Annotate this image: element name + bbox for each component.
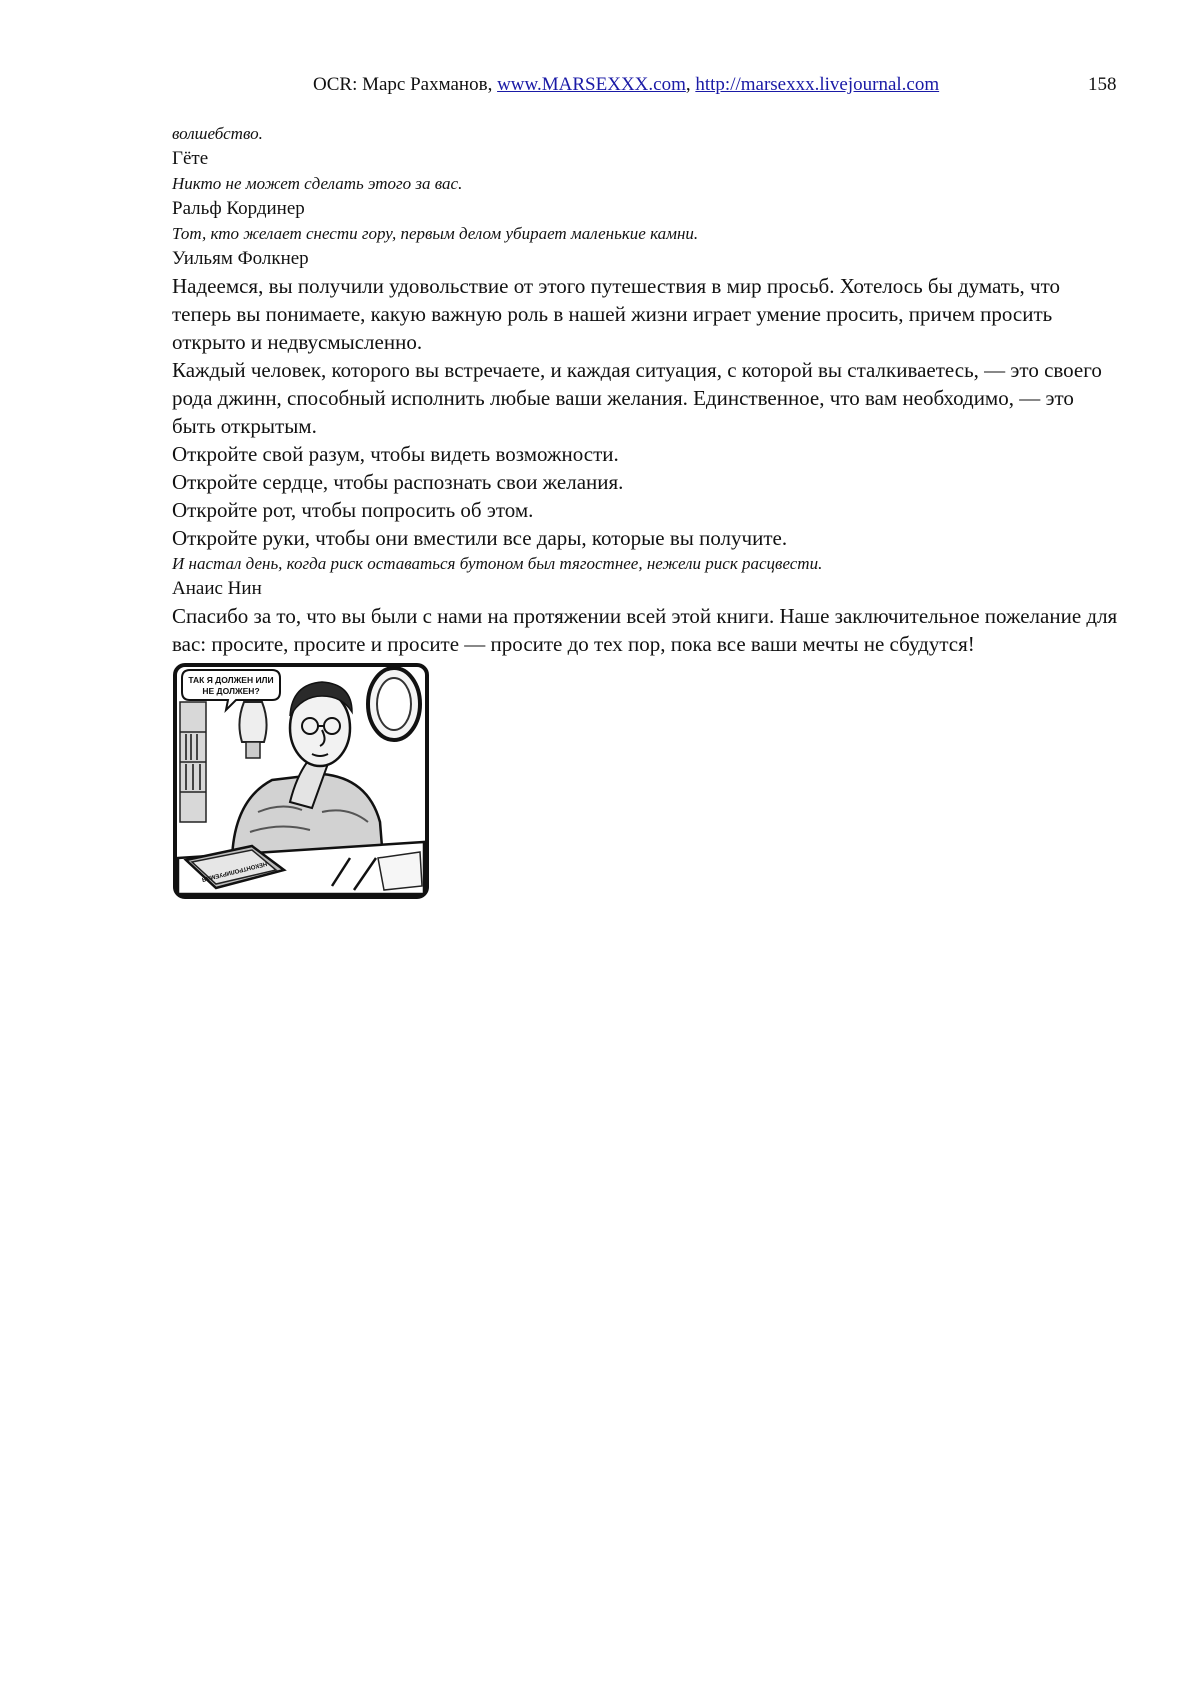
paragraph-genie: Каждый человек, которого вы встречаете, и каждая ситуация, с которой вы сталкиваетесь, — это своего рода джинн, способный исполнить любые ваши желания. Единственное, что вам необходимо, — это быть открытым. (172, 358, 1102, 438)
quote-author-nin: Анаис Нин (172, 578, 262, 599)
header-ocr-credit: OCR: Марс Рахманов, (313, 74, 498, 95)
paragraph-thanks: Спасибо за то, что вы были с нами на протяжении всей этой книги. Наше заключительное пожелание для вас: просите, просите и просите — просите до тех пор, пока все ваши мечты не сбудутся! (172, 604, 1118, 656)
quote-author-cordiner: Ральф Кординер (172, 198, 305, 219)
header-link-livejournal[interactable]: http://marsexxx.livejournal.com (695, 74, 940, 95)
line-open-mouth: Откройте рот, чтобы попросить об этом. (172, 498, 534, 522)
quote-author-faulkner: Уильям Фолкнер (172, 248, 309, 269)
line-open-heart: Откройте сердце, чтобы распознать свои желания. (172, 470, 624, 494)
speech-bubble-line2: НЕ ДОЛЖЕН? (202, 686, 260, 696)
quote-goethe-tail: волшебство. (172, 124, 263, 143)
page-header (0, 72, 1200, 98)
quote-cordiner: Никто не может сделать этого за вас. (172, 174, 463, 193)
quote-faulkner: Тот, кто желает снести гору, первым делом убирает маленькие камни. (172, 224, 699, 243)
quote-author-goethe: Гёте (172, 148, 209, 169)
book-cover-title: НЕКОНТРОЛИРУЕМАЯ (201, 859, 268, 882)
speech-bubble-line1: ТАК Я ДОЛЖЕН ИЛИ (188, 675, 274, 685)
quote-nin: И настал день, когда риск оставаться бутоном был тягостнее, нежели риск расцвести. (172, 554, 823, 573)
header-credits (313, 72, 939, 98)
paragraph-journey: Надеемся, вы получили удовольствие от этого путешествия в мир просьб. Хотелось бы думать, что теперь вы понимаете, какую важную роль в нашей жизни играет умение просить, причем просить открыто и недвусмысленно. (172, 274, 1061, 354)
line-open-mind: Откройте свой разум, чтобы видеть возможности. (172, 442, 619, 466)
page-number: 158 (1088, 74, 1117, 95)
line-open-hands: Откройте руки, чтобы они вместили все дары, которые вы получите. (172, 526, 788, 550)
cartoon-illustration (172, 662, 430, 900)
header-separator: , (685, 74, 696, 95)
header-link-marsexxx[interactable]: www.MARSEXXX.com (497, 74, 686, 95)
page-content (172, 122, 1122, 900)
